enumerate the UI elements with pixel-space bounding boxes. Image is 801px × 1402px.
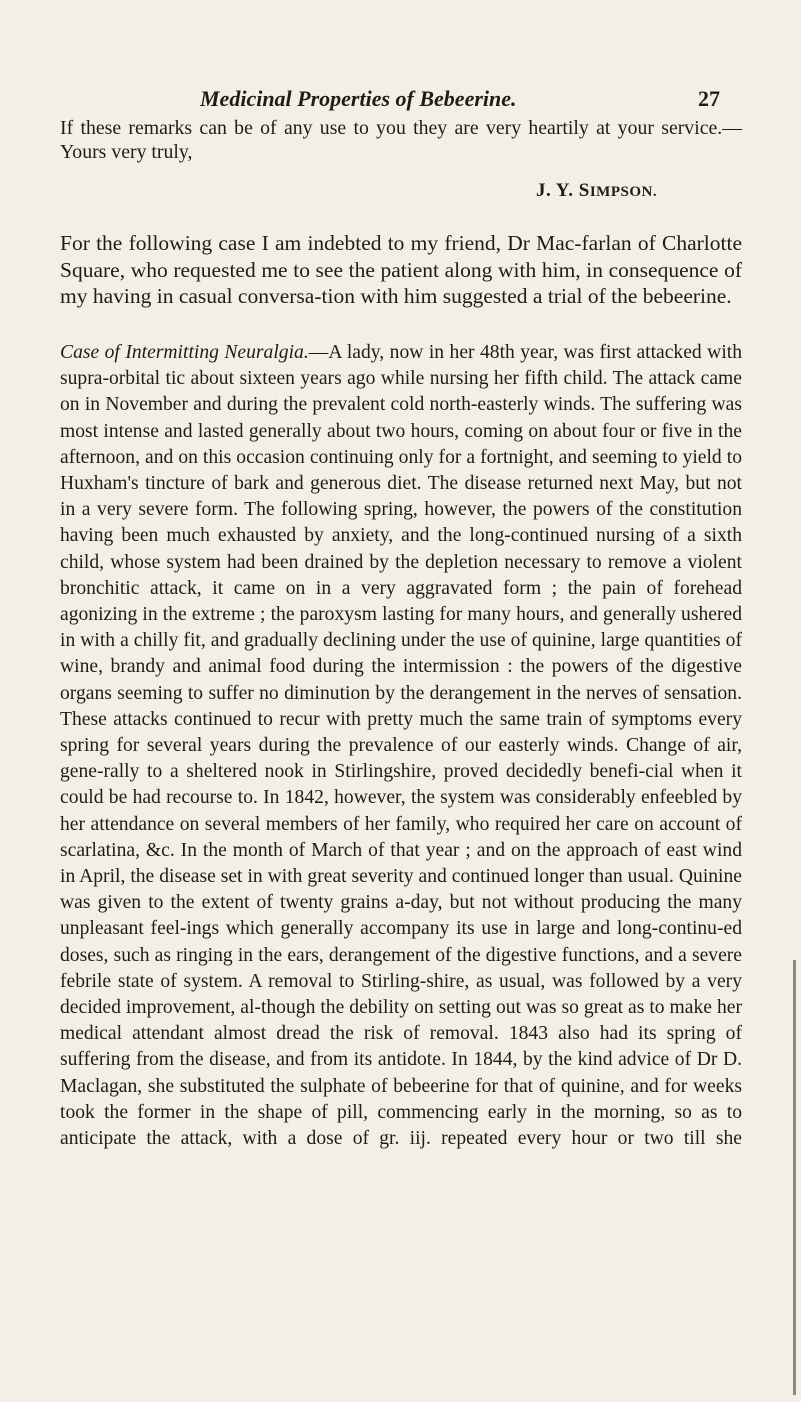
signature-initials: J. Y. S <box>536 180 590 201</box>
case-heading: Case of Intermitting Neuralgia. <box>60 342 309 363</box>
letter-signature <box>536 180 657 202</box>
running-title: Medicinal Properties of Bebeerine. <box>200 86 517 111</box>
case-paragraph <box>60 340 742 1152</box>
running-header <box>200 86 720 116</box>
signature-surname-smallcaps: IMPSON. <box>589 184 658 200</box>
case-text: —A lady, now in her 48th year, was first attacked with supra-orbital tic about sixteen years ago while nursing her fifth child. The attack came on in November and during the prevalent cold north-easterly winds. The suffering was most intense and lasted generally about two hours, coming on about four or five in the afternoon, and on this occasion continuing only for a fortnight, and seeming to yield to Huxham's tincture of bark and generous diet. The disease returned next May, but not in a very severe form. The following spring, however, the powers of the constitution having been much exhausted by anxiety, and the long-continued nursing of a sixth child, whose system had been drained by the depletion necessary to remove a violent bronchitic attack, it came on in a very aggravated form ; the pain of forehead agonizing in the extreme ; the paroxysm lasting for many hours, and generally ushered in with a chilly fit, and gradually declining under the use of quinine, large quantities of wine, brandy and animal food during the intermission : the powers of the digestive organs seeming to suffer no diminution by the derangement in the nerves of sensation. These attacks continued to recur with pretty much the same train of symptoms every spring for several years during the prevalence of our easterly winds. Change of air, gene-rally to a sheltered nook in Stirlingshire, proved decidedly benefi-cial when it could be had recourse to. In 1842, however, the system was considerably enfeebled by her attendance on several members of her family, who required her care on account of scarlatina, &c. In the month of March of that year ; and on the approach of east wind in April, the disease set in with great severity and continued longer than usual. Quinine was given to the extent of twenty grains a-day, but not without producing the many unpleasant feel-ings which generally accompany its use in large and long-continu-ed doses, such as ringing in the ears, derangement of the digestive functions, and a severe febrile state of system. A removal to Stirling-shire, as usual, was followed by a very decided improvement, al-though the debility on setting out was so great as to make her medical attendant almost dread the risk of removal. 1843 also had its spring of suffering from the disease, and from its antidote. In 1844, by the kind advice of Dr D. Maclagan, she substituted the sulphate of bebeerine for that of quinine, and for weeks took the former in the shape of pill, commencing early in the morning, so as to anticipate the attack, with a dose of gr. iij. repeated every hour or two till she <box>60 342 742 1150</box>
intro-paragraph: For the following case I am indebted to my friend, Dr Mac-farlan of Charlotte Square, who requested me to see the patient along with him, in consequence of my having in casual conversa-tion with him suggested a trial of the bebeerine. <box>60 231 742 308</box>
page-edge-line <box>793 960 796 1395</box>
page-number: 27 <box>698 86 720 111</box>
letter-closing-paragraph: If these remarks can be of any use to you they are very heartily at your service.—Yours very truly, <box>60 117 742 163</box>
